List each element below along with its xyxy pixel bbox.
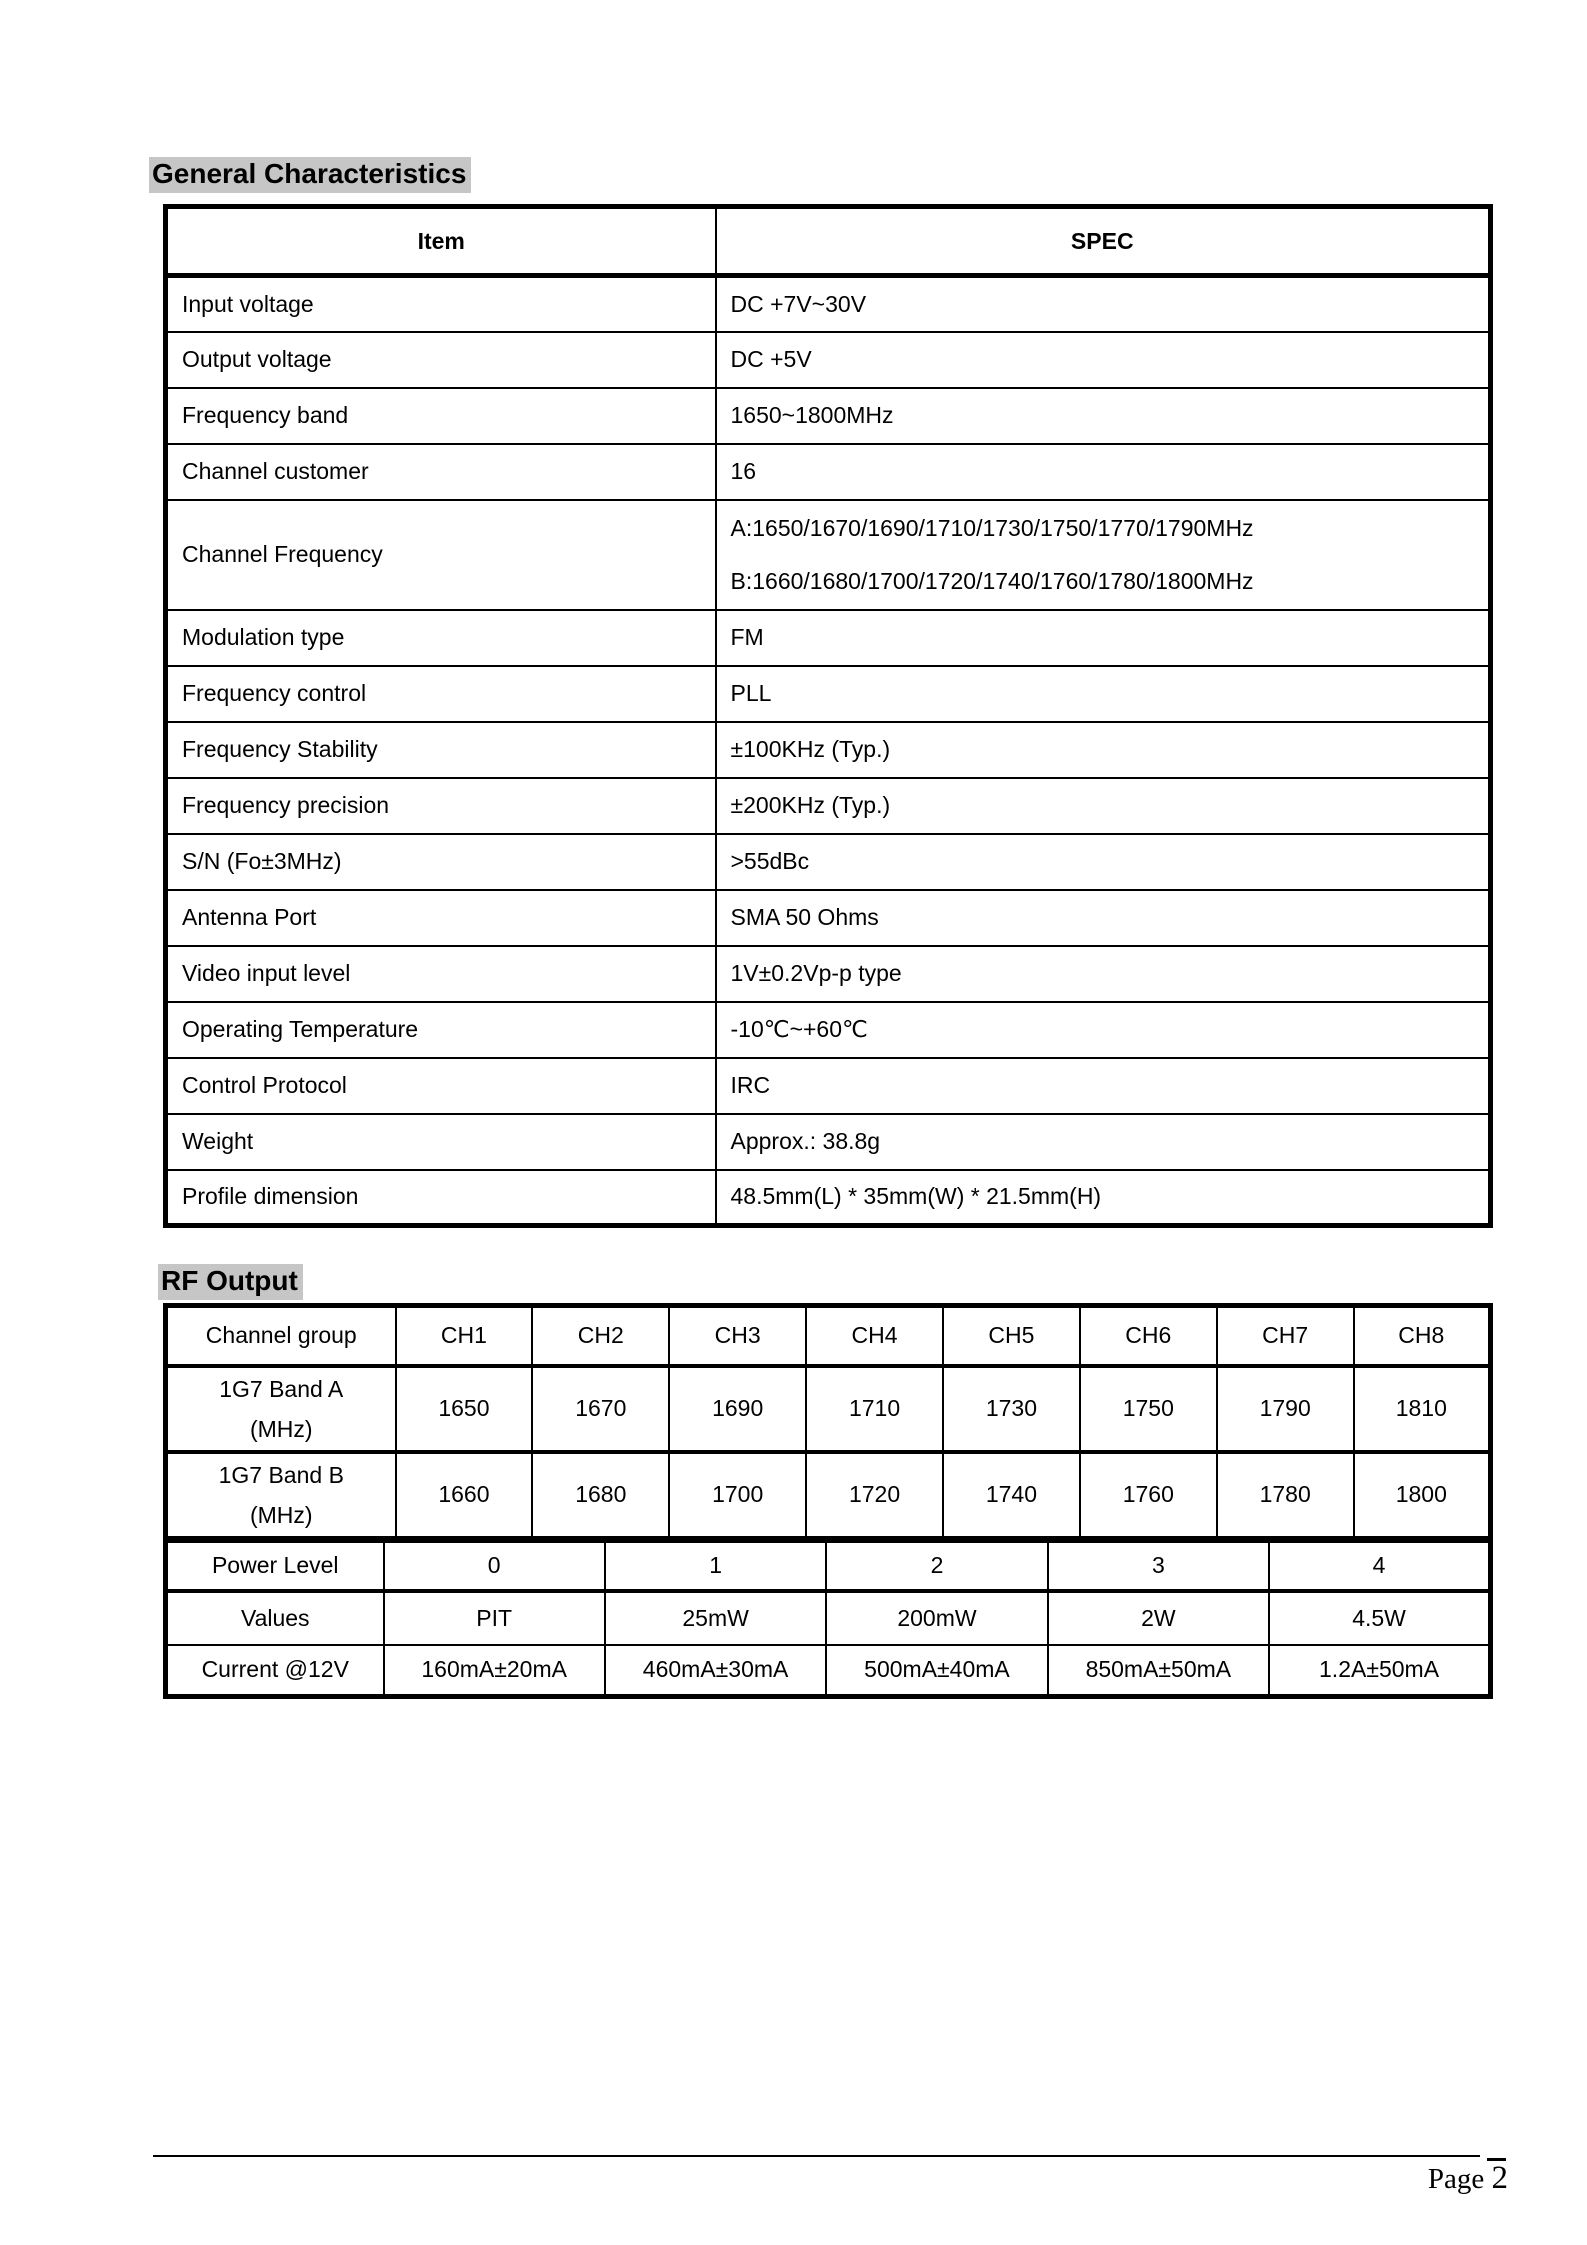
band-b-label-line2: (MHz) (249, 1501, 313, 1528)
spec-cell: DC +5V (716, 332, 1491, 388)
item-cell: Antenna Port (166, 890, 716, 946)
table-row (166, 276, 1491, 332)
item-cell: Operating Temperature (166, 1002, 716, 1058)
item-cell: Output voltage (166, 332, 716, 388)
item-cell: Weight (166, 1114, 716, 1170)
power-values-value: 200mW (826, 1591, 1047, 1645)
band-a-value: 1750 (1080, 1366, 1217, 1452)
band-b-value: 1660 (396, 1452, 533, 1539)
spec-cell: 48.5mm(L) * 35mm(W) * 21.5mm(H) (716, 1170, 1491, 1226)
band-b-row (166, 1452, 1491, 1539)
channel-frequency-band-a: A:1650/1670/1690/1710/1730/1750/1770/1790MHz (730, 514, 1254, 541)
table-row (166, 946, 1491, 1002)
band-b-label-line1: 1G7 Band B (218, 1461, 344, 1488)
spec-cell: FM (716, 610, 1491, 666)
power-level-value: 0 (384, 1541, 605, 1591)
table-row (166, 778, 1491, 834)
band-a-value: 1650 (396, 1366, 533, 1452)
channel-header-row (166, 1306, 1491, 1366)
power-level-table (163, 1538, 1493, 1699)
power-values-value: 4.5W (1269, 1591, 1490, 1645)
band-b-value: 1680 (532, 1452, 669, 1539)
band-b-value: 1760 (1080, 1452, 1217, 1539)
channel-header-ch4: CH4 (806, 1306, 943, 1366)
spec-cell: IRC (716, 1058, 1491, 1114)
band-a-label-line1: 1G7 Band A (219, 1375, 344, 1402)
band-b-label (166, 1452, 396, 1539)
band-a-value: 1790 (1217, 1366, 1354, 1452)
band-a-value: 1730 (943, 1366, 1080, 1452)
channel-header-ch1: CH1 (396, 1306, 533, 1366)
power-values-value: 25mW (605, 1591, 826, 1645)
item-cell: Frequency precision (166, 778, 716, 834)
item-cell: Channel customer (166, 444, 716, 500)
channel-frequency-band-b: B:1660/1680/1700/1720/1740/1760/1780/1800MHz (730, 567, 1254, 594)
item-cell: S/N (Fo±3MHz) (166, 834, 716, 890)
table-row (166, 834, 1491, 890)
spec-cell: ±200KHz (Typ.) (716, 778, 1491, 834)
item-cell: Frequency band (166, 388, 716, 444)
channel-header-ch2: CH2 (532, 1306, 669, 1366)
table-row (166, 1170, 1491, 1226)
power-level-label: Power Level (166, 1541, 384, 1591)
spec-cell: -10℃~+60℃ (716, 1002, 1491, 1058)
power-current-value: 160mA±20mA (384, 1645, 605, 1697)
band-a-value: 1690 (669, 1366, 806, 1452)
power-level-value: 1 (605, 1541, 826, 1591)
band-b-value: 1740 (943, 1452, 1080, 1539)
item-cell: Frequency Stability (166, 722, 716, 778)
power-current-value: 500mA±40mA (826, 1645, 1047, 1697)
table-row (166, 666, 1491, 722)
band-a-label-line2: (MHz) (249, 1415, 313, 1442)
power-level-value: 4 (1269, 1541, 1490, 1591)
table-row (166, 610, 1491, 666)
item-cell: Modulation type (166, 610, 716, 666)
band-a-row (166, 1366, 1491, 1452)
table-row (166, 1002, 1491, 1058)
power-values-value: PIT (384, 1591, 605, 1645)
power-current-value: 1.2A±50mA (1269, 1645, 1490, 1697)
channel-group-header: Channel group (166, 1306, 396, 1366)
table-row-channel-frequency (166, 500, 1491, 610)
power-level-value: 2 (826, 1541, 1047, 1591)
spec-cell: SMA 50 Ohms (716, 890, 1491, 946)
table-row (166, 388, 1491, 444)
spec-cell (716, 500, 1491, 610)
column-header-spec: SPEC (716, 207, 1491, 276)
spec-cell: DC +7V~30V (716, 276, 1491, 332)
channel-header-ch6: CH6 (1080, 1306, 1217, 1366)
general-characteristics-table (163, 204, 1493, 1228)
item-cell: Profile dimension (166, 1170, 716, 1226)
item-cell: Channel Frequency (166, 500, 716, 610)
power-current-value: 850mA±50mA (1048, 1645, 1269, 1697)
band-b-value: 1780 (1217, 1452, 1354, 1539)
footer-page-number (1390, 2160, 1508, 2197)
power-values-value: 2W (1048, 1591, 1269, 1645)
table-row (166, 722, 1491, 778)
channel-header-ch7: CH7 (1217, 1306, 1354, 1366)
item-cell: Frequency control (166, 666, 716, 722)
spec-cell: 1V±0.2Vp-p type (716, 946, 1491, 1002)
item-cell: Control Protocol (166, 1058, 716, 1114)
power-current-label: Current @12V (166, 1645, 384, 1697)
spec-cell: PLL (716, 666, 1491, 722)
table-row (166, 332, 1491, 388)
item-cell: Input voltage (166, 276, 716, 332)
footer-page-label: Page (1427, 2163, 1485, 2195)
footer-divider (153, 2155, 1480, 2157)
spec-cell: >55dBc (716, 834, 1491, 890)
section-heading-rf-output: RF Output (158, 1264, 303, 1300)
item-cell: Video input level (166, 946, 716, 1002)
power-level-value: 3 (1048, 1541, 1269, 1591)
band-a-value: 1670 (532, 1366, 669, 1452)
table-row (166, 1058, 1491, 1114)
band-a-value: 1810 (1354, 1366, 1491, 1452)
rf-channel-table (163, 1303, 1493, 1541)
section-heading-general-characteristics: General Characteristics (149, 157, 471, 193)
power-values-row (166, 1591, 1491, 1645)
power-current-value: 460mA±30mA (605, 1645, 826, 1697)
table-row (166, 444, 1491, 500)
power-level-row (166, 1541, 1491, 1591)
column-header-item: Item (166, 207, 716, 276)
band-b-value: 1700 (669, 1452, 806, 1539)
spec-cell: 1650~1800MHz (716, 388, 1491, 444)
table-header-row (166, 207, 1491, 276)
band-a-label (166, 1366, 396, 1452)
channel-header-ch3: CH3 (669, 1306, 806, 1366)
footer-page-value: 2 (1491, 2160, 1508, 2196)
band-b-value: 1800 (1354, 1452, 1491, 1539)
power-values-label: Values (166, 1591, 384, 1645)
spec-cell: ±100KHz (Typ.) (716, 722, 1491, 778)
table-row (166, 890, 1491, 946)
channel-header-ch8: CH8 (1354, 1306, 1491, 1366)
spec-cell: 16 (716, 444, 1491, 500)
spec-cell: Approx.: 38.8g (716, 1114, 1491, 1170)
power-current-row (166, 1645, 1491, 1697)
table-row (166, 1114, 1491, 1170)
channel-header-ch5: CH5 (943, 1306, 1080, 1366)
band-b-value: 1720 (806, 1452, 943, 1539)
band-a-value: 1710 (806, 1366, 943, 1452)
